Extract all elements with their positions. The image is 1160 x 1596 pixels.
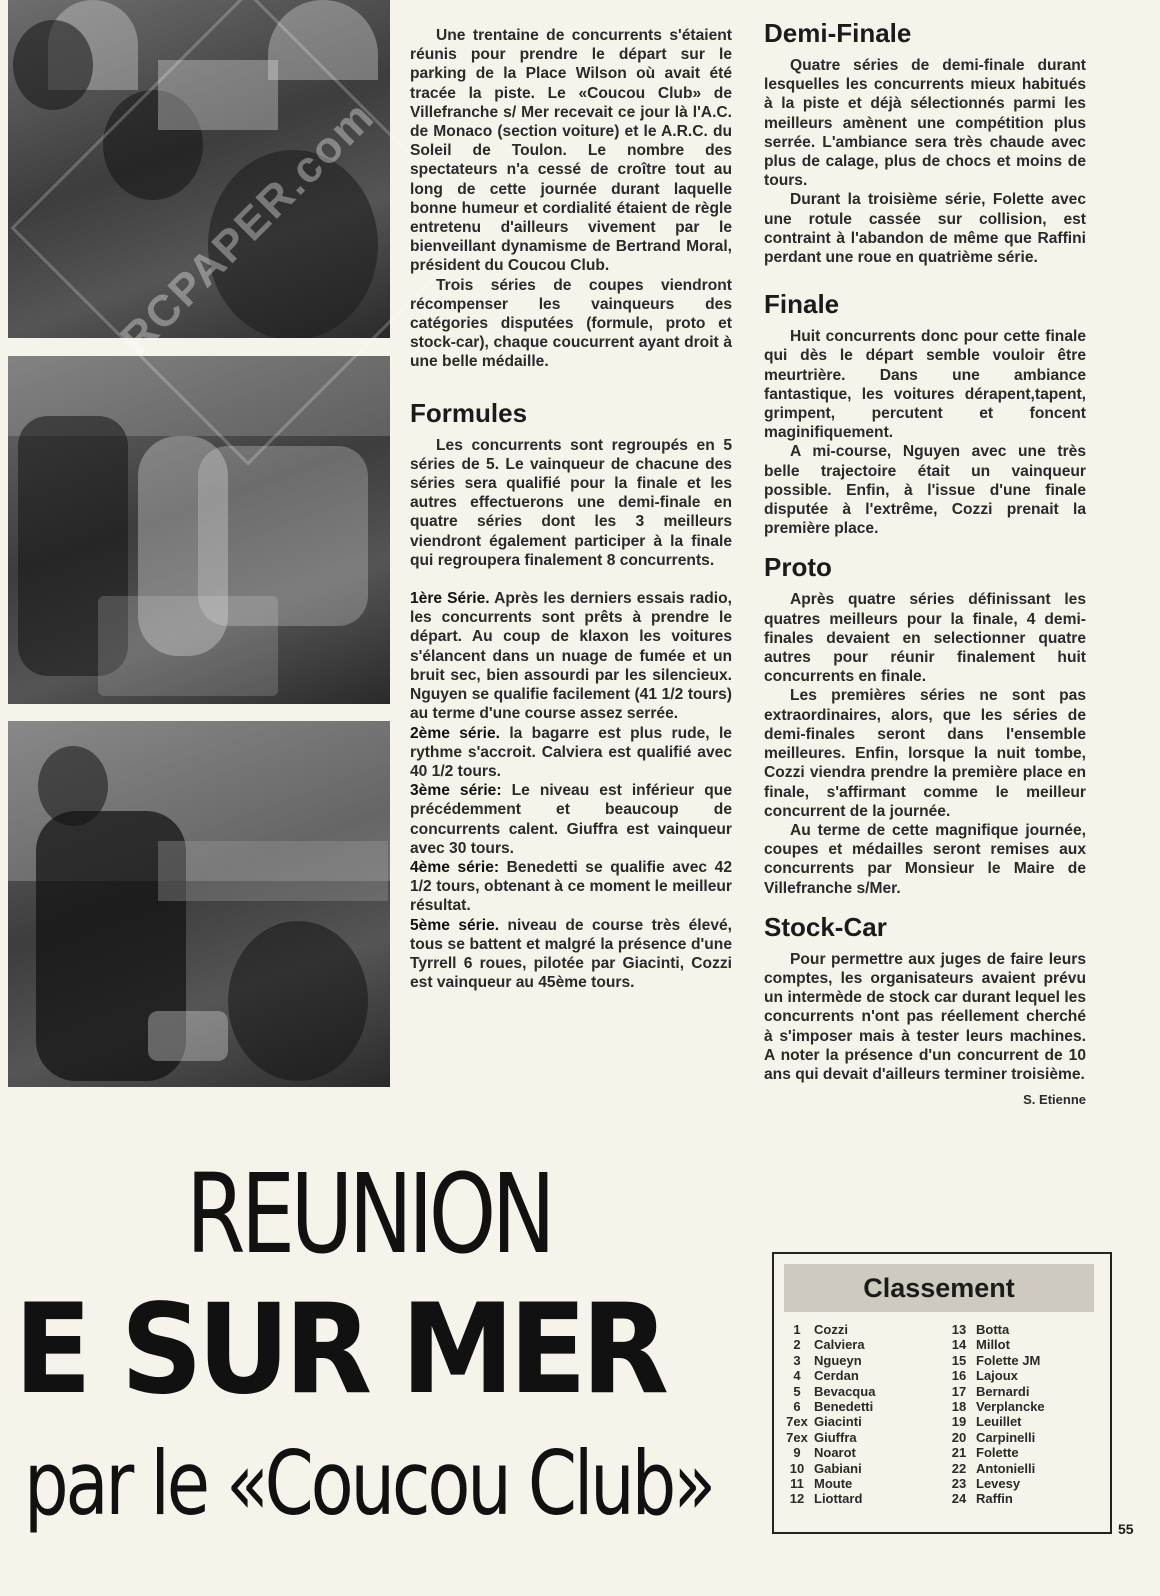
classement-row [780, 1491, 875, 1506]
serie3-lead: 3ème série: [410, 782, 502, 800]
stock-car-paragraph: Pour permettre aux juges de faire leurs comptes, les organisateurs avaient prévu un intermède de stock car durant lequel les concurrents n'ont pas réellement cherché à s'imposer mais à tester leurs machines. A noter la présence d'un concurrent de 10 ans qui devait d'ailleurs terminer troisième. [764, 950, 1086, 1083]
classement-row [780, 1445, 875, 1460]
classement-rank: 15 [951, 1352, 967, 1368]
classement-rank: 20 [951, 1429, 967, 1445]
classement-name: Verplancke [976, 1399, 1045, 1415]
classement-row [942, 1445, 1045, 1460]
classement-left-column [780, 1322, 875, 1507]
classement-row [942, 1476, 1045, 1491]
proto-paragraph-2: Les premières séries ne sont pas extraordinaires, alors, que les séries de demi-finales seront dans l'ensemble meilleures. Enfin, lorsque la nuit tombe, Cozzi viendra prendre la première place en finale, s'affirmant comme le meilleur concurrent de la journée. [764, 687, 1086, 820]
proto-paragraph-3: Au terme de cette magnifique journée, coupes et médailles seront remises aux concurrents par Monsieur le Maire de Villefranche s/Mer. [764, 821, 1086, 897]
classement-name: Millot [976, 1337, 1010, 1353]
classement-name: Giuffra [814, 1429, 857, 1445]
classement-name: Lajoux [976, 1368, 1018, 1384]
serie4-text: Benedetti se qualifie avec 42 1/2 tours, obtenant à ce moment le meilleur résultat. [410, 858, 733, 915]
classement-row [942, 1368, 1045, 1383]
finale-paragraph-1: Huit concurrents donc pour cette finale qui dès le départ semble vouloir être meurtrière. Dans une ambiance fantastique, les voitures dérapent,tapent, grimpent, percutent et foncent maginifiquement. [764, 328, 1086, 442]
classement-name: Leuillet [976, 1414, 1022, 1430]
classement-row [942, 1414, 1045, 1429]
classement-name: Carpinelli [976, 1429, 1036, 1445]
demi-finale-paragraph-1: Quatre séries de demi-finale durant lesquelles les concurrents mieux habitués à la piste et déjà sélectionnés parmi les meilleurs amènent une compétition plus serrée. L'ambiance sera très chaude avec plus de calage, plus de chocs et moins de tours. [764, 57, 1086, 190]
classement-name: Raffin [976, 1491, 1013, 1507]
classement-name: Noarot [814, 1445, 856, 1461]
classement-name: Benedetti [814, 1399, 874, 1415]
classement-rank: 18 [951, 1399, 967, 1415]
classement-rank: 13 [951, 1322, 967, 1337]
serie2-lead: 2ème série. [410, 724, 500, 742]
formules-heading: Formules [410, 397, 528, 428]
demi-finale-heading: Demi-Finale [764, 18, 912, 48]
classement-row [780, 1384, 875, 1399]
title-line-2: E SUR MER [14, 1278, 664, 1422]
proto-heading: Proto [764, 552, 832, 583]
classement-row [780, 1337, 875, 1352]
classement-rank: 9 [793, 1445, 801, 1461]
classement-rank: 10 [789, 1460, 805, 1476]
serie5-lead: 5ème série. [410, 916, 500, 934]
classement-rank: 7ex [786, 1429, 808, 1445]
article-column-1 [410, 26, 732, 992]
classement-row [942, 1430, 1045, 1445]
serie2-text: la bagarre est plus rude, le rythme s'accroit. Calviera est qualifié avec 40 1/2 tours. [410, 724, 732, 780]
classement-name: Cozzi [814, 1322, 848, 1337]
classement-rank: 21 [951, 1445, 967, 1461]
classement-row [942, 1491, 1045, 1506]
title-line-3: par le «Coucou Club» [24, 1432, 713, 1535]
serie4-lead: 4ème série: [410, 858, 500, 876]
classement-rank: 14 [951, 1337, 967, 1353]
serie4-paragraph [410, 858, 732, 916]
classement-rank: 2 [793, 1337, 801, 1353]
classement-row [942, 1337, 1045, 1352]
classement-row [780, 1399, 875, 1414]
classement-name: Antonielli [976, 1460, 1036, 1476]
classement-rank: 7ex [786, 1414, 808, 1430]
stock-car-heading: Stock-Car [764, 911, 887, 942]
classement-name: Levesy [976, 1476, 1021, 1492]
classement-row [780, 1430, 875, 1445]
serie1-text: Après les derniers essais radio, les concurrents sont prêts à prendre le départ. Au coup de klaxon les voitures s'élancent dans un nuage de fumée et un bruit sec, bien assourdi par les silencieux. Nguyen se qualifie facilement (41 1/2 tours) au terme d'une course assez serrée. [410, 590, 732, 723]
serie1-lead: 1ère Série. [410, 590, 490, 608]
classement-rank: 6 [793, 1399, 801, 1415]
classement-name: Gabiani [814, 1460, 862, 1476]
demi-finale-paragraph-2: Durant la troisième série, Folette avec une rotule cassée sur collision, est contraint à l'abandon de même que Raffini perdant une roue en quatrième série. [764, 191, 1086, 267]
classement-row [780, 1414, 875, 1429]
proto-paragraph-1: Après quatre séries définissant les quatres meilleurs pour la finale, 4 demi-finales devaient en selectionner quatre autres pour réunir finalement huit concurrents en finale. [764, 591, 1086, 686]
serie2-paragraph [410, 724, 732, 782]
classement-rank: 12 [789, 1491, 805, 1507]
classement-name: Ngueyn [814, 1352, 862, 1368]
classement-rank: 17 [951, 1383, 967, 1399]
serie5-text: niveau de course très élevé, tous se battent et malgré la présence d'une Tyrrell 6 roues, pilotée par Giacinti, Cozzi est vainqueur au 45ème tours. [410, 916, 732, 992]
serie3-text: Le niveau est inférieur que précédemment et beaucoup de concurrents calent. Giuffra est vainqueur avec 30 tours. [410, 782, 732, 857]
classement-rank: 24 [951, 1491, 967, 1507]
title-line-1: REUNION [186, 1150, 552, 1278]
classement-row [942, 1322, 1045, 1337]
serie1-paragraph [410, 589, 732, 723]
watermark: RCPAPER.com [10, 0, 485, 466]
classement-rank: 5 [793, 1383, 801, 1399]
classement-rank: 4 [793, 1368, 801, 1384]
finale-heading: Finale [764, 289, 840, 320]
classement-row [942, 1399, 1045, 1414]
classement-rank: 23 [951, 1476, 967, 1492]
classement-row [942, 1461, 1045, 1476]
classement-name: Folette [976, 1445, 1019, 1461]
classement-heading: Classement [784, 1264, 1094, 1312]
classement-name: Giacinti [814, 1414, 862, 1430]
finale-paragraph-2: A mi-course, Nguyen avec une très belle trajectoire était un vainqueur possible. Enfin, à l'issue d'une finale disputée à l'extrême, Cozzi prenait la première place. [764, 443, 1086, 538]
classement-name: Bernardi [976, 1383, 1030, 1399]
classement-row [780, 1353, 875, 1368]
page-number: 55 [1118, 1521, 1134, 1537]
photo-pilot-bottom [8, 721, 390, 1087]
classement-name: Bevacqua [814, 1383, 876, 1399]
classement-name: Botta [976, 1322, 1010, 1337]
serie3-paragraph [410, 781, 732, 858]
classement-rank: 22 [951, 1460, 967, 1476]
classement-right-column [942, 1322, 1045, 1507]
classement-name: Cerdan [814, 1368, 859, 1384]
classement-row [780, 1322, 875, 1337]
classement-name: Calviera [814, 1337, 865, 1353]
classement-rank: 16 [951, 1368, 967, 1384]
classement-rank: 1 [793, 1322, 801, 1337]
classement-rank: 11 [790, 1476, 804, 1492]
intro-paragraph: Une trentaine de concurrents s'étaient réunis pour prendre le départ sur le parking de la Place Wilson où avait été tracée la piste. Le «Coucou Club» de Villefranche s/ Mer recevait ce jour là l'A.C. de Monaco (section voiture) et le A.R.C. du Soleil de Toulon. Le nombre des spectateurs n'a cessé de croître tout au long de cette journée durant laquelle bonne humeur et cordialité étaient de règle entretenu d'ailleurs vivement par le bienveillant dynamisme de Bertrand Moral, président du Coucou Club. [410, 27, 732, 275]
classement-name: Moute [814, 1476, 853, 1492]
article-column-2 [764, 18, 1086, 1109]
serie5-paragraph [410, 916, 732, 993]
classement-row [942, 1384, 1045, 1399]
classement-row [780, 1476, 875, 1491]
classement-row [780, 1461, 875, 1476]
author-signature: S. Etienne [1023, 1092, 1086, 1108]
classement-rank: 3 [793, 1352, 801, 1368]
classement-rank: 19 [951, 1414, 967, 1430]
classement-name: Folette JM [976, 1352, 1041, 1368]
classement-name: Liottard [814, 1491, 863, 1507]
intro-paragraph-2: Trois séries de coupes viendront récompenser les vainqueurs des catégories disputées (formule, proto et stock-car), chaque coucurrent ayant droit à une belle médaille. [410, 276, 732, 371]
formules-paragraph: Les concurrents sont regroupés en 5 séries de 5. Le vainqueur de chacune des séries sera qualifié pour la finale et les autres effectuerons une demi-finale en quatre séries dont les 3 meilleurs viendront également participer à la finale qui regroupera finalement 8 concurrents. [410, 436, 732, 569]
classement-row [780, 1368, 875, 1383]
classement-box [772, 1252, 1112, 1534]
classement-row [942, 1353, 1045, 1368]
